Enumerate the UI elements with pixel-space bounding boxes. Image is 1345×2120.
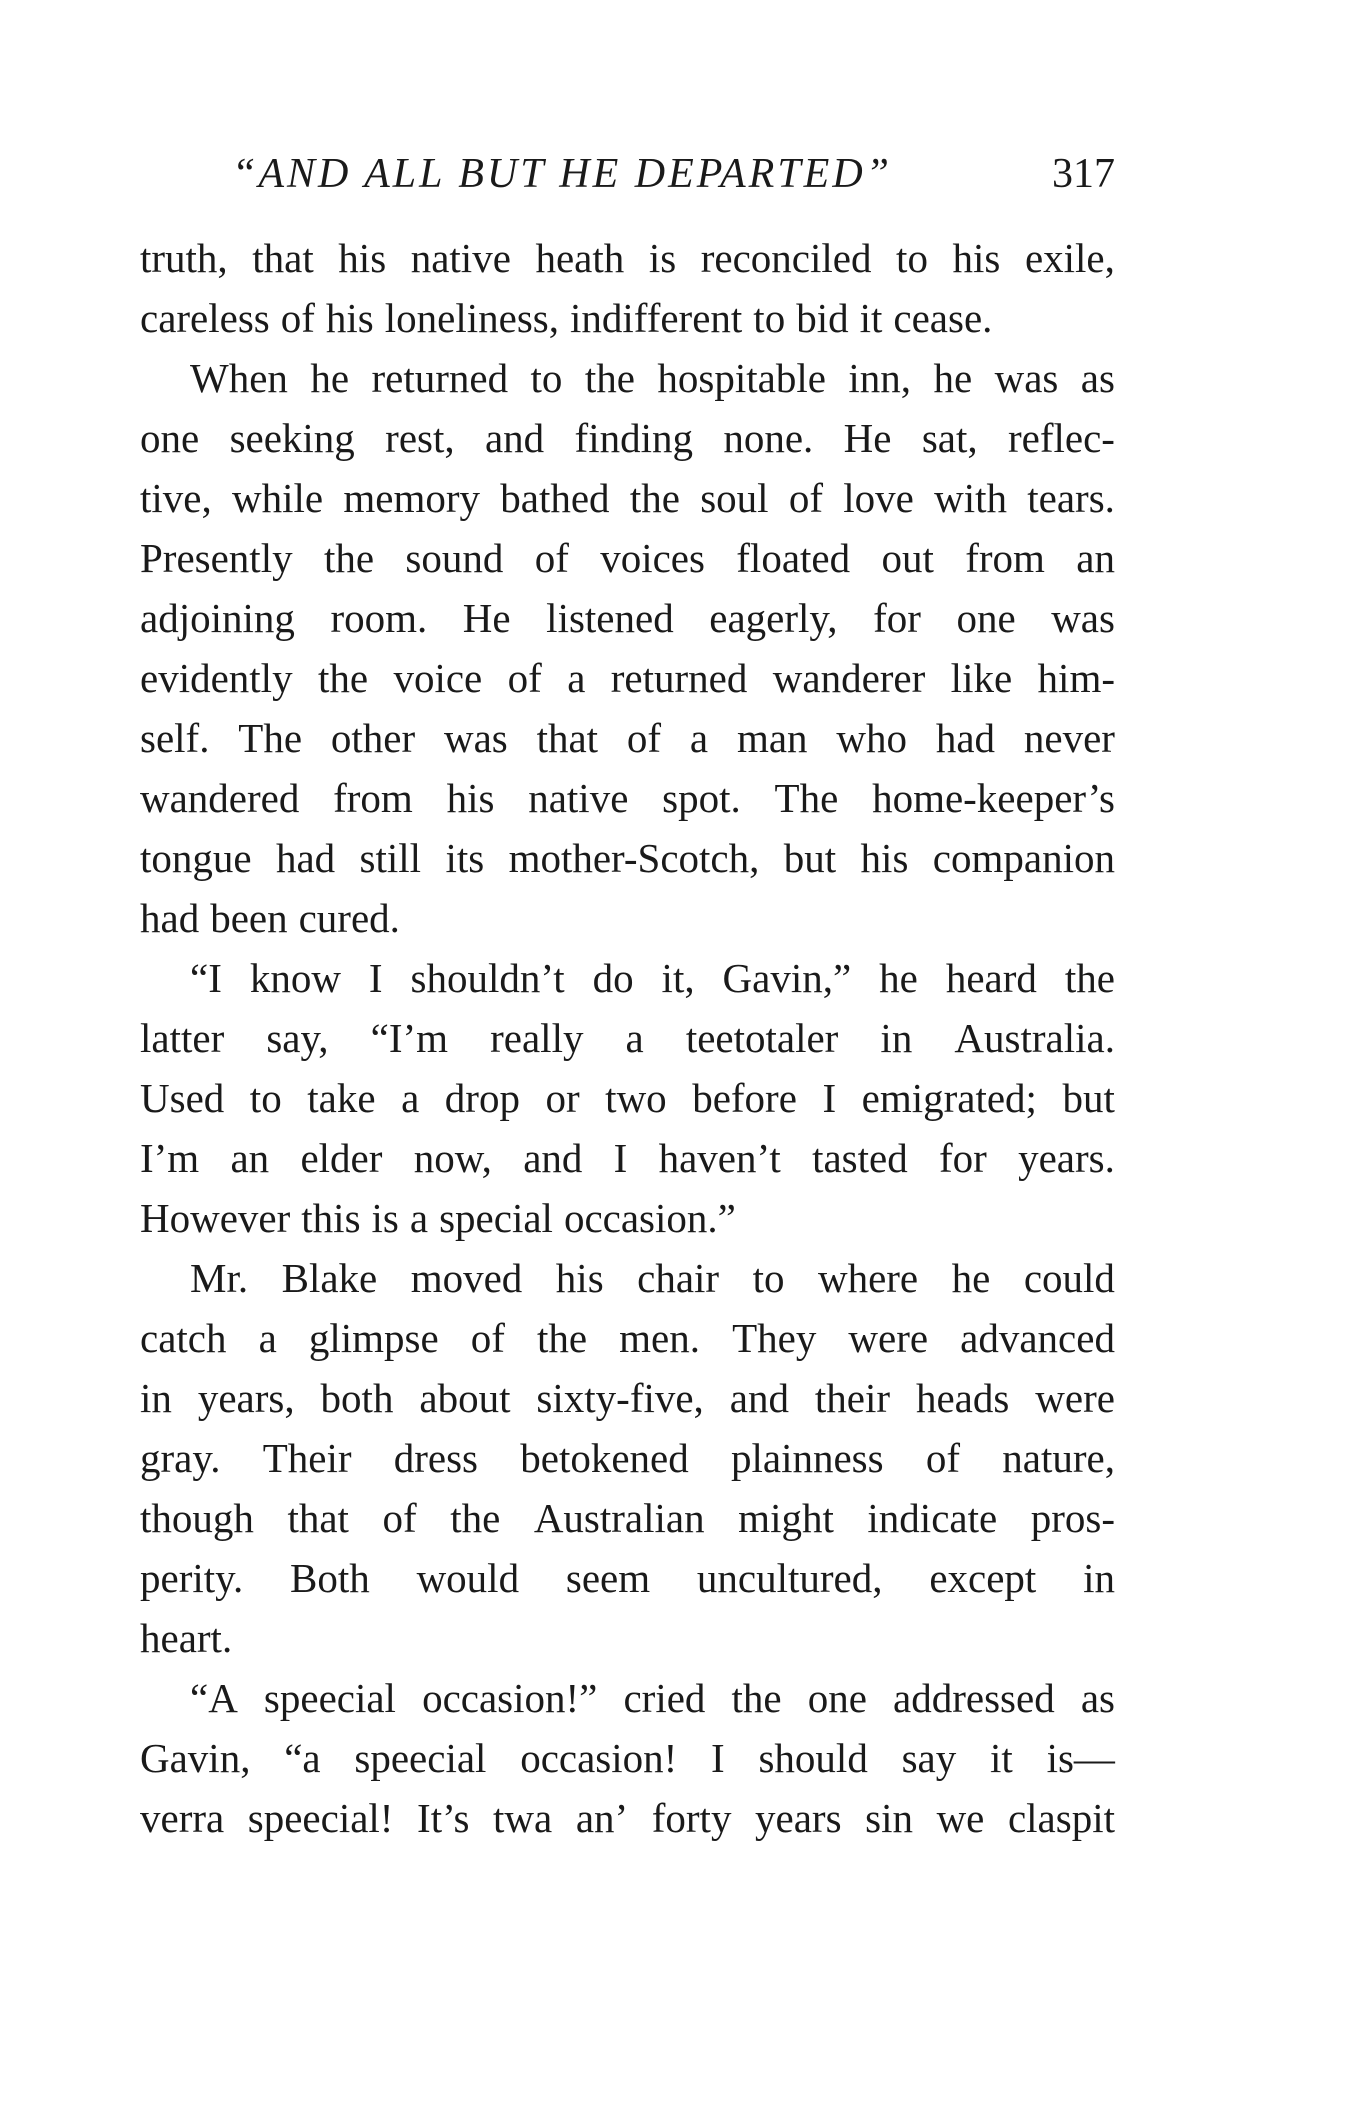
text-line (140, 1308, 1115, 1368)
word: glimpse (308, 1315, 439, 1361)
word: companion (932, 835, 1115, 881)
word: sound (405, 535, 504, 581)
word: occasion! (520, 1735, 678, 1781)
word: floated (736, 535, 851, 581)
word: Used (140, 1075, 225, 1121)
word: now, (413, 1135, 492, 1181)
text-line (140, 348, 1115, 408)
word: Blake (281, 1255, 378, 1301)
word: tasted (812, 1135, 908, 1181)
word: occasion.” (563, 1195, 736, 1241)
word: sin (865, 1795, 913, 1841)
text-line (140, 1608, 1115, 1668)
word: of (534, 535, 569, 581)
word: except (929, 1555, 1037, 1601)
word: in (140, 1375, 172, 1421)
word: it (859, 295, 883, 341)
word: was (994, 355, 1059, 401)
text-line (140, 1008, 1115, 1068)
text-line (140, 1788, 1115, 1848)
word: verra (140, 1795, 225, 1841)
word: his (860, 835, 909, 881)
word: from (965, 535, 1045, 581)
word: reflec- (1007, 415, 1115, 461)
word: bathed (500, 475, 610, 521)
paragraph (140, 1248, 1115, 1668)
word: self. (140, 715, 210, 761)
word: he (951, 1255, 991, 1301)
word: heard (945, 955, 1037, 1001)
word: his (338, 235, 387, 281)
word: uncultured, (696, 1555, 883, 1601)
word: cried (623, 1675, 706, 1721)
word: pros- (1030, 1495, 1115, 1541)
word: of (925, 1435, 960, 1481)
word: the (584, 355, 635, 401)
word: moved (410, 1255, 523, 1301)
text-line (140, 588, 1115, 648)
word: really (490, 1015, 584, 1061)
word: love (843, 475, 914, 521)
word: years, (197, 1375, 295, 1421)
word: “I’m (370, 1015, 449, 1061)
word: as (1080, 355, 1115, 401)
word: both (320, 1375, 394, 1421)
word: the (450, 1495, 501, 1541)
word: advanced (960, 1315, 1115, 1361)
word: The (774, 775, 839, 821)
word: special (439, 1195, 553, 1241)
word: indicate (867, 1495, 998, 1541)
word: its (445, 835, 485, 881)
word: an (1076, 535, 1115, 581)
text-line (140, 1128, 1115, 1188)
word: forty (651, 1795, 732, 1841)
word: man (736, 715, 808, 761)
word: addressed (893, 1675, 1055, 1721)
word: years. (1018, 1135, 1115, 1181)
word: that (536, 715, 599, 761)
word: mother-Scotch, (508, 835, 760, 881)
word: elder (300, 1135, 383, 1181)
word: bid (796, 295, 849, 341)
word: twa (493, 1795, 553, 1841)
text-line (140, 1248, 1115, 1308)
word: perity. (140, 1555, 244, 1601)
word: and (729, 1375, 789, 1421)
word: heads (915, 1375, 1010, 1421)
word: was (443, 715, 508, 761)
word: out (881, 535, 934, 581)
word: wanderer (772, 655, 926, 701)
word: before (692, 1075, 797, 1121)
text-line (140, 828, 1115, 888)
word: indifferent (570, 295, 743, 341)
text-line (140, 1548, 1115, 1608)
word: his (952, 235, 1001, 281)
paragraph (140, 948, 1115, 1248)
paragraph (140, 348, 1115, 948)
word: When (190, 355, 288, 401)
text-line (140, 1188, 1115, 1248)
text-line (140, 468, 1115, 528)
word: returned (610, 655, 748, 701)
word: to (530, 355, 563, 401)
word: eagerly, (709, 595, 838, 641)
text-line (140, 1668, 1115, 1728)
word: chair (637, 1255, 720, 1301)
word: we (936, 1795, 985, 1841)
word: a (409, 1195, 429, 1241)
word: home-keeper’s (872, 775, 1115, 821)
word: their (814, 1375, 891, 1421)
word: careless (140, 295, 270, 341)
word: it (990, 1735, 1013, 1781)
word: in (880, 1015, 913, 1061)
word: truth, (140, 235, 228, 281)
word: who (836, 715, 908, 761)
word: spot. (662, 775, 741, 821)
word: “I (190, 955, 222, 1001)
word: say (901, 1735, 957, 1781)
word: However (140, 1195, 291, 1241)
word: one (956, 595, 1016, 641)
word: He (462, 595, 511, 641)
word: an (230, 1135, 270, 1181)
word: men. (619, 1315, 700, 1361)
word: his (325, 295, 374, 341)
word: sat, (921, 415, 978, 461)
word: He (843, 415, 892, 461)
word: reconciled (700, 235, 872, 281)
word: should (758, 1735, 868, 1781)
word: memory (343, 475, 480, 521)
word: inn, (848, 355, 912, 401)
word: plainness (731, 1435, 884, 1481)
word: speecial (263, 1675, 396, 1721)
word: a (258, 1315, 277, 1361)
word: loneliness, (384, 295, 559, 341)
word: The (238, 715, 303, 761)
word: cured. (298, 895, 400, 941)
word: he (310, 355, 350, 401)
word: I’m (140, 1135, 200, 1181)
word: an’ (575, 1795, 629, 1841)
text-line (140, 768, 1115, 828)
word: Australia. (954, 1015, 1115, 1061)
word: speecial (354, 1735, 487, 1781)
word: speecial! (247, 1795, 394, 1841)
word: but (1062, 1075, 1115, 1121)
text-line (140, 1728, 1115, 1788)
word: Both (290, 1555, 370, 1601)
running-head (140, 150, 1115, 210)
word: a (689, 715, 709, 761)
word: tive, (140, 475, 212, 521)
word: returned (371, 355, 509, 401)
word: adjoining (140, 595, 295, 641)
word: could (1023, 1255, 1115, 1301)
word: while (232, 475, 324, 521)
word: his (555, 1255, 604, 1301)
word: of (382, 1495, 417, 1541)
word: one (807, 1675, 867, 1721)
word: the (629, 475, 680, 521)
word: soul (700, 475, 769, 521)
word: might (738, 1495, 834, 1541)
word: where (817, 1255, 919, 1301)
text-line (140, 1488, 1115, 1548)
word: for (939, 1135, 987, 1181)
word: he (879, 955, 918, 1001)
word: occasion!” (422, 1675, 598, 1721)
text-line (140, 408, 1115, 468)
word: like (950, 655, 1013, 701)
word: latter (140, 1015, 225, 1061)
text-line (140, 948, 1115, 1008)
word: the (731, 1675, 782, 1721)
word: that (252, 235, 314, 281)
word: It’s (417, 1795, 470, 1841)
word: seem (565, 1555, 651, 1601)
word: seeking (229, 415, 355, 461)
text-line (140, 288, 1115, 348)
word: teetotaler (685, 1015, 839, 1061)
word: tears. (1027, 475, 1115, 521)
word: heath (535, 235, 625, 281)
text-line (140, 648, 1115, 708)
word: were (848, 1315, 929, 1361)
paragraph (140, 1668, 1115, 1848)
paragraph (140, 228, 1115, 348)
word: Mr. (190, 1255, 249, 1301)
word: tongue (140, 835, 252, 881)
text-line (140, 228, 1115, 288)
word: from (333, 775, 413, 821)
word: room. (330, 595, 428, 641)
word: exile, (1024, 235, 1115, 281)
word: They (732, 1315, 817, 1361)
word: of (280, 295, 315, 341)
word: evidently (140, 655, 293, 701)
word: claspit (1007, 1795, 1115, 1841)
word: he (933, 355, 973, 401)
word: of (507, 655, 542, 701)
word: betokened (520, 1435, 689, 1481)
word: two (605, 1075, 667, 1121)
word: is (648, 235, 677, 281)
word: Gavin, (140, 1735, 251, 1781)
word: had (935, 715, 996, 761)
text-line (140, 708, 1115, 768)
word: other (330, 715, 416, 761)
word: but (783, 835, 837, 881)
word: to (752, 1255, 785, 1301)
word: still (359, 835, 422, 881)
word: that (287, 1495, 349, 1541)
word: his (446, 775, 495, 821)
word: listened (546, 595, 674, 641)
word: would (416, 1555, 520, 1601)
word: the (536, 1315, 588, 1361)
word: been (210, 895, 288, 941)
word: and (523, 1135, 583, 1181)
word: him- (1037, 655, 1115, 701)
word: know (249, 955, 341, 1001)
word: cease. (893, 295, 993, 341)
text-line (140, 1368, 1115, 1428)
word: voice (393, 655, 483, 701)
body-text (140, 228, 1115, 1848)
word: to (249, 1075, 282, 1121)
word: sixty-five, (536, 1375, 704, 1421)
word: with (934, 475, 1007, 521)
word: dress (393, 1435, 479, 1481)
word: heart. (140, 1615, 233, 1661)
word: is— (1046, 1735, 1115, 1781)
word: wandered (140, 775, 300, 821)
word: hospitable (657, 355, 826, 401)
word: the (323, 535, 375, 581)
text-line (140, 1428, 1115, 1488)
word: a (625, 1015, 644, 1061)
word: Gavin,” (722, 955, 852, 1001)
word: shouldn’t (410, 955, 565, 1001)
word: for (873, 595, 921, 641)
word: one (140, 415, 200, 461)
word: emigrated; (861, 1075, 1037, 1121)
word: years (755, 1795, 842, 1841)
word: native (528, 775, 629, 821)
word: I (711, 1735, 725, 1781)
word: of (470, 1315, 505, 1361)
word: it, (661, 955, 695, 1001)
word: native (410, 235, 511, 281)
word: the (317, 655, 369, 701)
word: gray. (140, 1435, 221, 1481)
word: I (368, 955, 383, 1001)
text-line (140, 1068, 1115, 1128)
word: was (1051, 595, 1115, 641)
word: catch (140, 1315, 227, 1361)
word: as (1080, 1675, 1115, 1721)
word: had (275, 835, 336, 881)
word: do (592, 955, 634, 1001)
word: though (140, 1495, 254, 1541)
word: voices (600, 535, 705, 581)
word: haven’t (658, 1135, 781, 1181)
word: a (567, 655, 586, 701)
word: Australian (533, 1495, 705, 1541)
word: of (626, 715, 662, 761)
word: never (1023, 715, 1115, 761)
word: “a (284, 1735, 321, 1781)
word: finding (574, 415, 693, 461)
word: were (1035, 1375, 1115, 1421)
word: is (371, 1195, 399, 1241)
word: about (419, 1375, 511, 1421)
word: in (1083, 1555, 1115, 1601)
word: to (896, 235, 928, 281)
word: and (484, 415, 545, 461)
word: rest, (385, 415, 455, 461)
word: or (545, 1075, 580, 1121)
word: of (788, 475, 823, 521)
word: nature, (1002, 1435, 1115, 1481)
word: “A (190, 1675, 238, 1721)
word: had (140, 895, 200, 941)
word: this (301, 1195, 361, 1241)
word: I (822, 1075, 837, 1121)
word: none. (723, 415, 814, 461)
word: I (613, 1135, 628, 1181)
running-title: “AND ALL BUT HE DEPARTED” (232, 151, 893, 197)
text-line (140, 528, 1115, 588)
word: drop (444, 1075, 520, 1121)
word: a (401, 1075, 420, 1121)
word: say, (266, 1015, 329, 1061)
word: take (307, 1075, 376, 1121)
word: to (753, 295, 786, 341)
word: Presently (140, 535, 293, 581)
text-line (140, 888, 1115, 948)
word: the (1064, 955, 1115, 1001)
word: Their (262, 1435, 352, 1481)
page-number: 317 (1052, 151, 1115, 197)
